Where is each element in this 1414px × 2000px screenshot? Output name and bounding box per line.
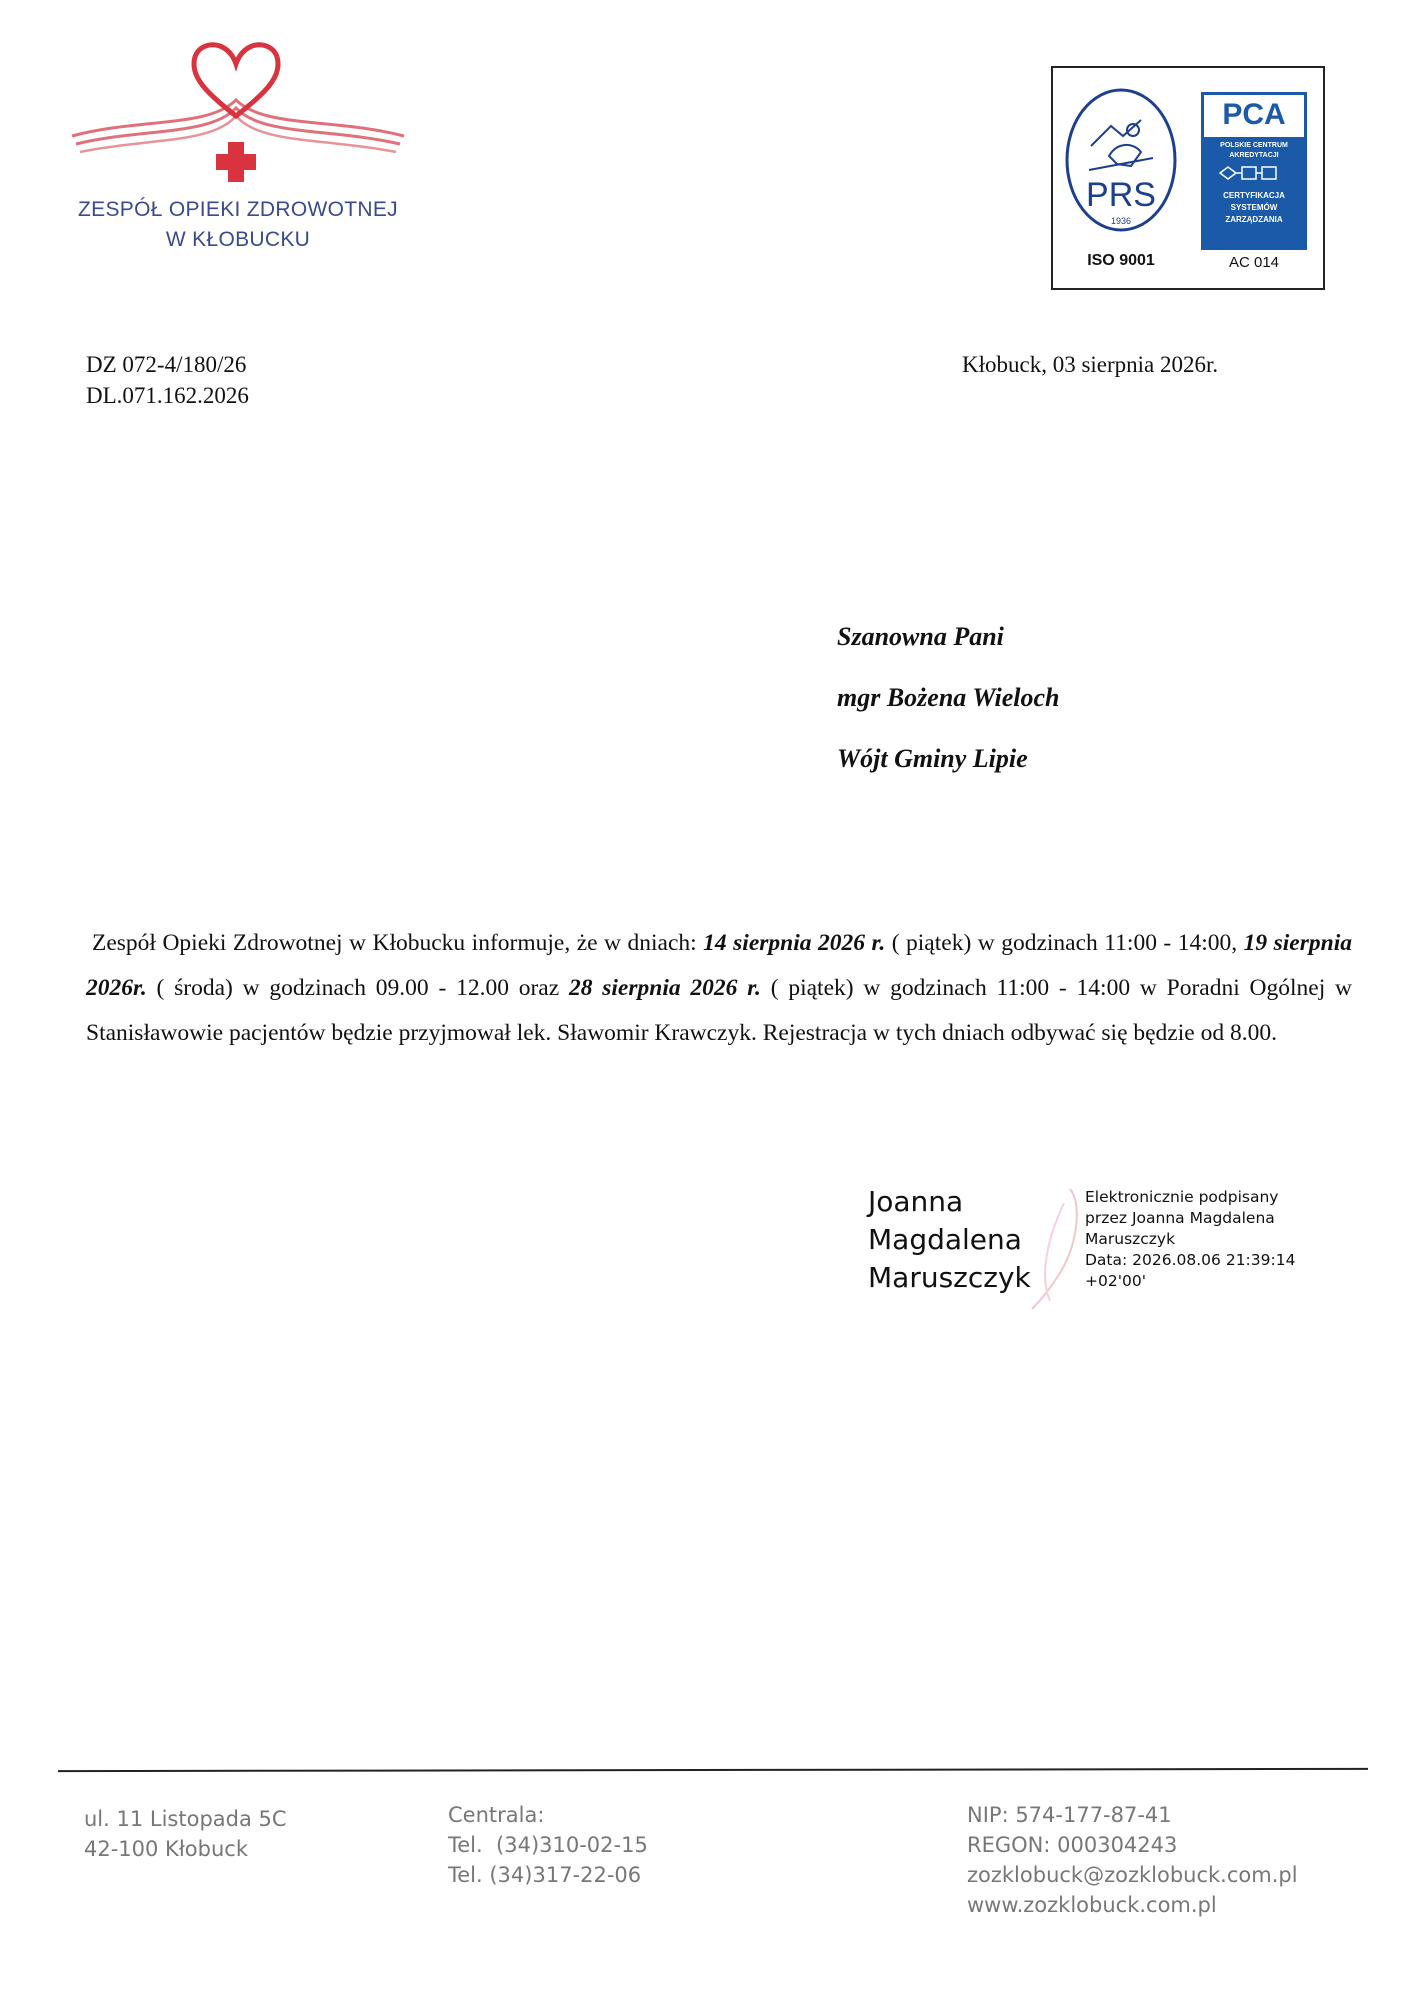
signature-details: [1085, 1187, 1295, 1292]
certification-badges: [1051, 66, 1325, 290]
signature-mark-icon: [1020, 1183, 1090, 1313]
addressee-salutation: Szanowna Pani: [837, 622, 1004, 651]
pca-cert3: ZARZĄDZANIA: [1225, 215, 1283, 224]
signer-name-line3: Maruszczyk: [868, 1261, 1031, 1294]
prs-skier-icon: [1061, 86, 1181, 236]
reference-number-2: DL.071.162.2026: [86, 383, 249, 408]
pca-badge: [1201, 92, 1307, 282]
signature-info-line3: Maruszczyk: [1085, 1230, 1176, 1248]
place-date: Kłobuck, 03 sierpnia 2026r.: [962, 352, 1219, 377]
signature-info-line1: Elektronicznie podpisany: [1085, 1188, 1279, 1206]
footer-nip: NIP: 574-177-87-41: [967, 1803, 1172, 1827]
footer-phones: [448, 1800, 648, 1890]
signature-info-line5: +02'00': [1085, 1272, 1146, 1290]
signer-name-line2: Magdalena: [868, 1223, 1022, 1256]
pca-cert2: SYSTEMÓW: [1230, 203, 1278, 212]
letter-body: [86, 921, 1352, 1056]
ac-label: AC 014: [1228, 254, 1280, 271]
reference-number-1: DZ 072-4/180/26: [86, 352, 247, 377]
org-logo: [68, 38, 408, 268]
reference-numbers: [86, 349, 249, 411]
footer-address-line1: ul. 11 Listopada 5C: [84, 1807, 287, 1831]
prs-badge: [1061, 86, 1181, 282]
footer-centrala-label: Centrala:: [448, 1803, 545, 1827]
footer-address-line2: 42-100 Kłobuck: [84, 1837, 248, 1861]
footer-phone-2: Tel. (34)317-22-06: [448, 1863, 642, 1887]
signature-info-line4: Data: 2026.08.06 21:39:14: [1085, 1251, 1296, 1269]
footer-website-link[interactable]: www.zozklobuck.com.pl: [967, 1893, 1217, 1917]
footer-phone-1: Tel. (34)310-02-15: [448, 1833, 648, 1857]
signature-info-line2: przez Joanna Magdalena: [1085, 1209, 1275, 1227]
heart-ribbon-logo: [68, 38, 408, 188]
pca-sub1: POLSKIE CENTRUM: [1220, 142, 1288, 149]
body-text-part4: ( piątek) w godzinach 11:00 - 14:00 w Poradni Ogólnej w Stanisławowie pacjentów będzie przyjmował lek. Sławomir Krawczyk. Rejestracja w tych dniach odbywać się będzie od 8.00.: [86, 975, 1352, 1046]
signer-name-line1: Joanna: [868, 1185, 964, 1218]
org-name-line1: ZESPÓŁ OPIEKI ZDROWOTNEJ: [78, 198, 398, 221]
iso-label: ISO 9001: [1087, 252, 1155, 269]
addressee-block: [837, 622, 1059, 774]
date-2: 19 sierpnia 2026r.: [86, 930, 1352, 1001]
footer-address: [84, 1804, 287, 1864]
pca-text: PCA: [1222, 98, 1286, 131]
body-text-part3: ( środa) w godzinach 09.00 - 12.00 oraz: [146, 975, 569, 1001]
pca-chain-icon: [1214, 163, 1294, 183]
addressee-title: Wójt Gminy Lipie: [837, 744, 1028, 773]
footer-regon: REGON: 000304243: [967, 1833, 1178, 1857]
body-text-part1: Zespół Opieki Zdrowotnej w Kłobucku informuje, że w dniach:: [92, 930, 704, 956]
footer-email-link[interactable]: zozklobuck@zozklobuck.com.pl: [967, 1863, 1298, 1887]
signer-name: [868, 1183, 1031, 1297]
date-1: 14 sierpnia 2026 r.: [703, 930, 886, 956]
addressee-name: mgr Bożena Wieloch: [837, 683, 1060, 712]
body-text-part2: ( piątek) w godzinach 11:00 - 14:00,: [885, 930, 1244, 956]
pca-cert1: CERTYFIKACJA: [1223, 191, 1285, 200]
electronic-signature: [868, 1183, 1328, 1313]
footer-company-info: [967, 1800, 1298, 1920]
footer-divider: [58, 1768, 1368, 1772]
date-3: 28 sierpnia 2026 r.: [568, 975, 761, 1001]
org-name-line2: W KŁOBUCKU: [165, 228, 311, 251]
pca-sub2: AKREDYTACJI: [1229, 152, 1279, 159]
prs-year: 1936: [1110, 216, 1132, 226]
prs-text: PRS: [1086, 176, 1156, 214]
